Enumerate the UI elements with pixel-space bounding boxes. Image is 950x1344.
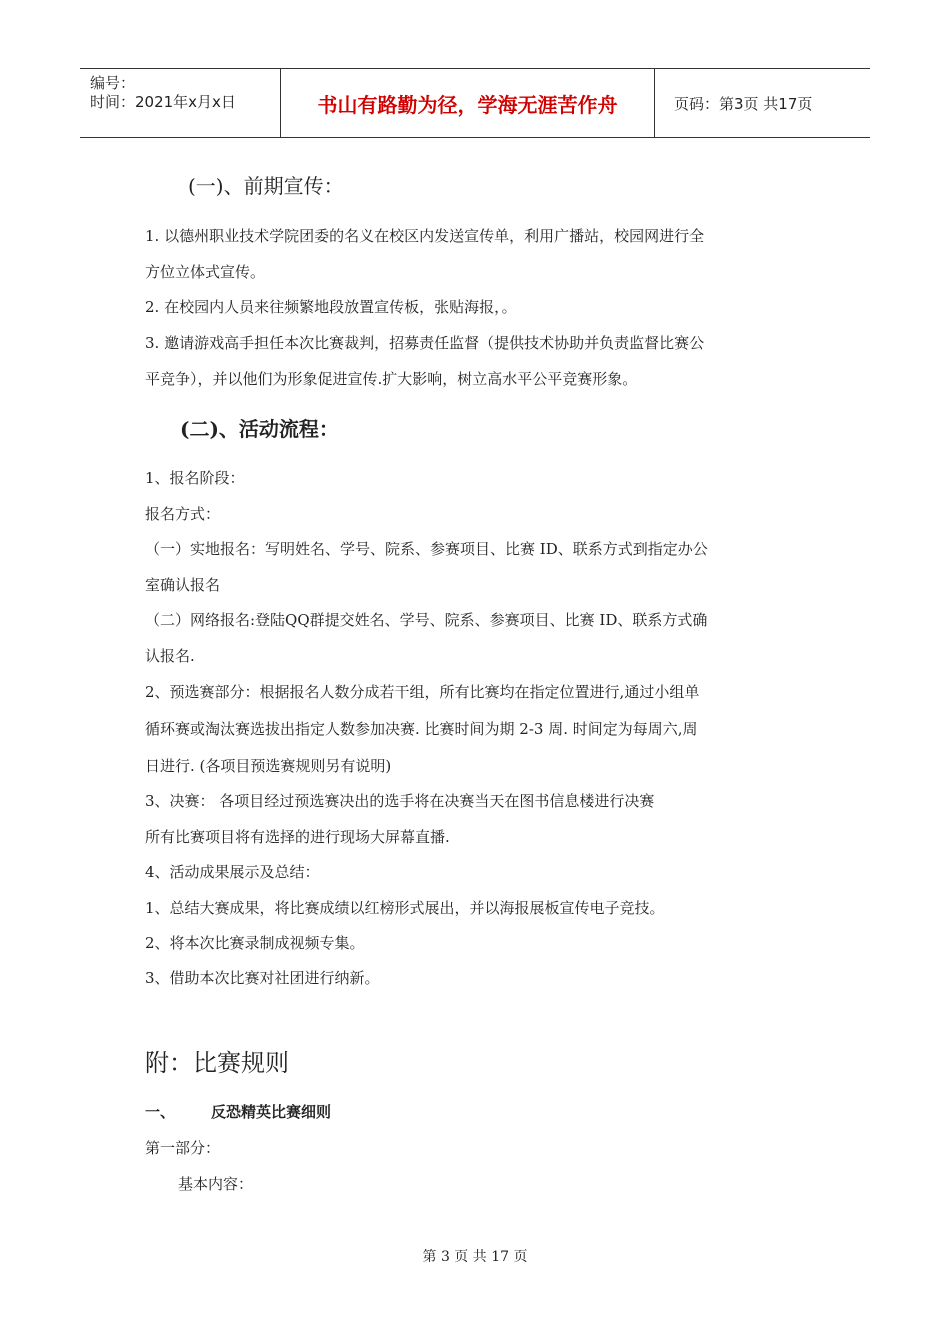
header-motto: 书山有路勤为径，学海无涯苦作舟	[281, 69, 655, 137]
publicity-line-4: 3. 邀请游戏高手担任本次比赛裁判，招募责任监督（提供技术协助并负责监督比赛公	[145, 334, 705, 352]
publicity-line-1: 1. 以德州职业技术学院团委的名义在校区内发送宣传单，利用广播站，校园网进行全	[145, 227, 705, 245]
part-label: 第一部分：	[145, 1139, 221, 1157]
process-line-6: 认报名.	[145, 647, 195, 665]
subsection-title: 反恐精英比赛细则	[211, 1103, 332, 1121]
process-line-11: 所有比赛项目将有选择的进行现场大屏幕直播.	[145, 828, 450, 846]
process-line-13: 1、总结大赛成果，将比赛成绩以红榜形式展出，并以海报展板宣传电子竞技。	[145, 899, 665, 917]
process-line-12: 4、活动成果展示及总结：	[145, 863, 320, 881]
publicity-line-3: 2. 在校园内人员来往频繁地段放置宣传板，张贴海报，。	[145, 298, 517, 316]
header-meta-cell	[80, 69, 281, 137]
publicity-line-2: 方位立体式宣传。	[145, 263, 266, 281]
process-line-14: 2、将本次比赛录制成视频专集。	[145, 934, 365, 952]
process-line-2: 报名方式：	[145, 505, 221, 523]
document-number: 编号：	[90, 74, 136, 92]
header-table	[80, 68, 870, 138]
process-line-10: 3、决赛： 各项目经过预选赛决出的选手将在决赛当天在图书信息楼进行决赛	[145, 792, 655, 810]
page-info-text: 页码：第3页 共17页	[674, 94, 813, 113]
process-line-1: 1、报名阶段：	[145, 469, 245, 487]
process-line-8: 循环赛或淘汰赛选拔出指定人数参加决赛. 比赛时间为期 2-3 周. 时间定为每周六,周	[145, 720, 698, 738]
basic-content-label: 基本内容：	[178, 1175, 254, 1193]
header-page-info	[664, 69, 870, 137]
subsection-number: 一、	[145, 1103, 176, 1121]
process-line-3: （一）实地报名：写明姓名、学号、院系、参赛项目、比赛 ID、联系方式到指定办公	[145, 540, 708, 558]
process-line-7: 2、预选赛部分：根据报名人数分成若干组，所有比赛均在指定位置进行,通过小组单	[145, 683, 700, 701]
appendix-title: 附：比赛规则	[145, 1049, 289, 1077]
section-title-process: (二)、活动流程：	[180, 417, 339, 441]
document-date: 时间：2021年x月x日	[90, 93, 236, 111]
publicity-line-5: 平竞争），并以他们为形象促进宣传.扩大影响，树立高水平公平竞赛形象。	[145, 370, 638, 388]
section-title-publicity: (一)、前期宣传：	[188, 174, 344, 198]
page-footer: 第 3 页 共 17 页	[422, 1249, 528, 1265]
process-line-5: （二）网络报名:登陆QQ群提交姓名、学号、院系、参赛项目、比赛 ID、联系方式确	[145, 611, 708, 629]
process-line-9: 日进行. (各项目预选赛规则另有说明)	[145, 757, 392, 775]
process-line-15: 3、借助本次比赛对社团进行纳新。	[145, 969, 380, 987]
process-line-4: 室确认报名	[145, 576, 221, 594]
appendix-subsection	[145, 1101, 331, 1122]
